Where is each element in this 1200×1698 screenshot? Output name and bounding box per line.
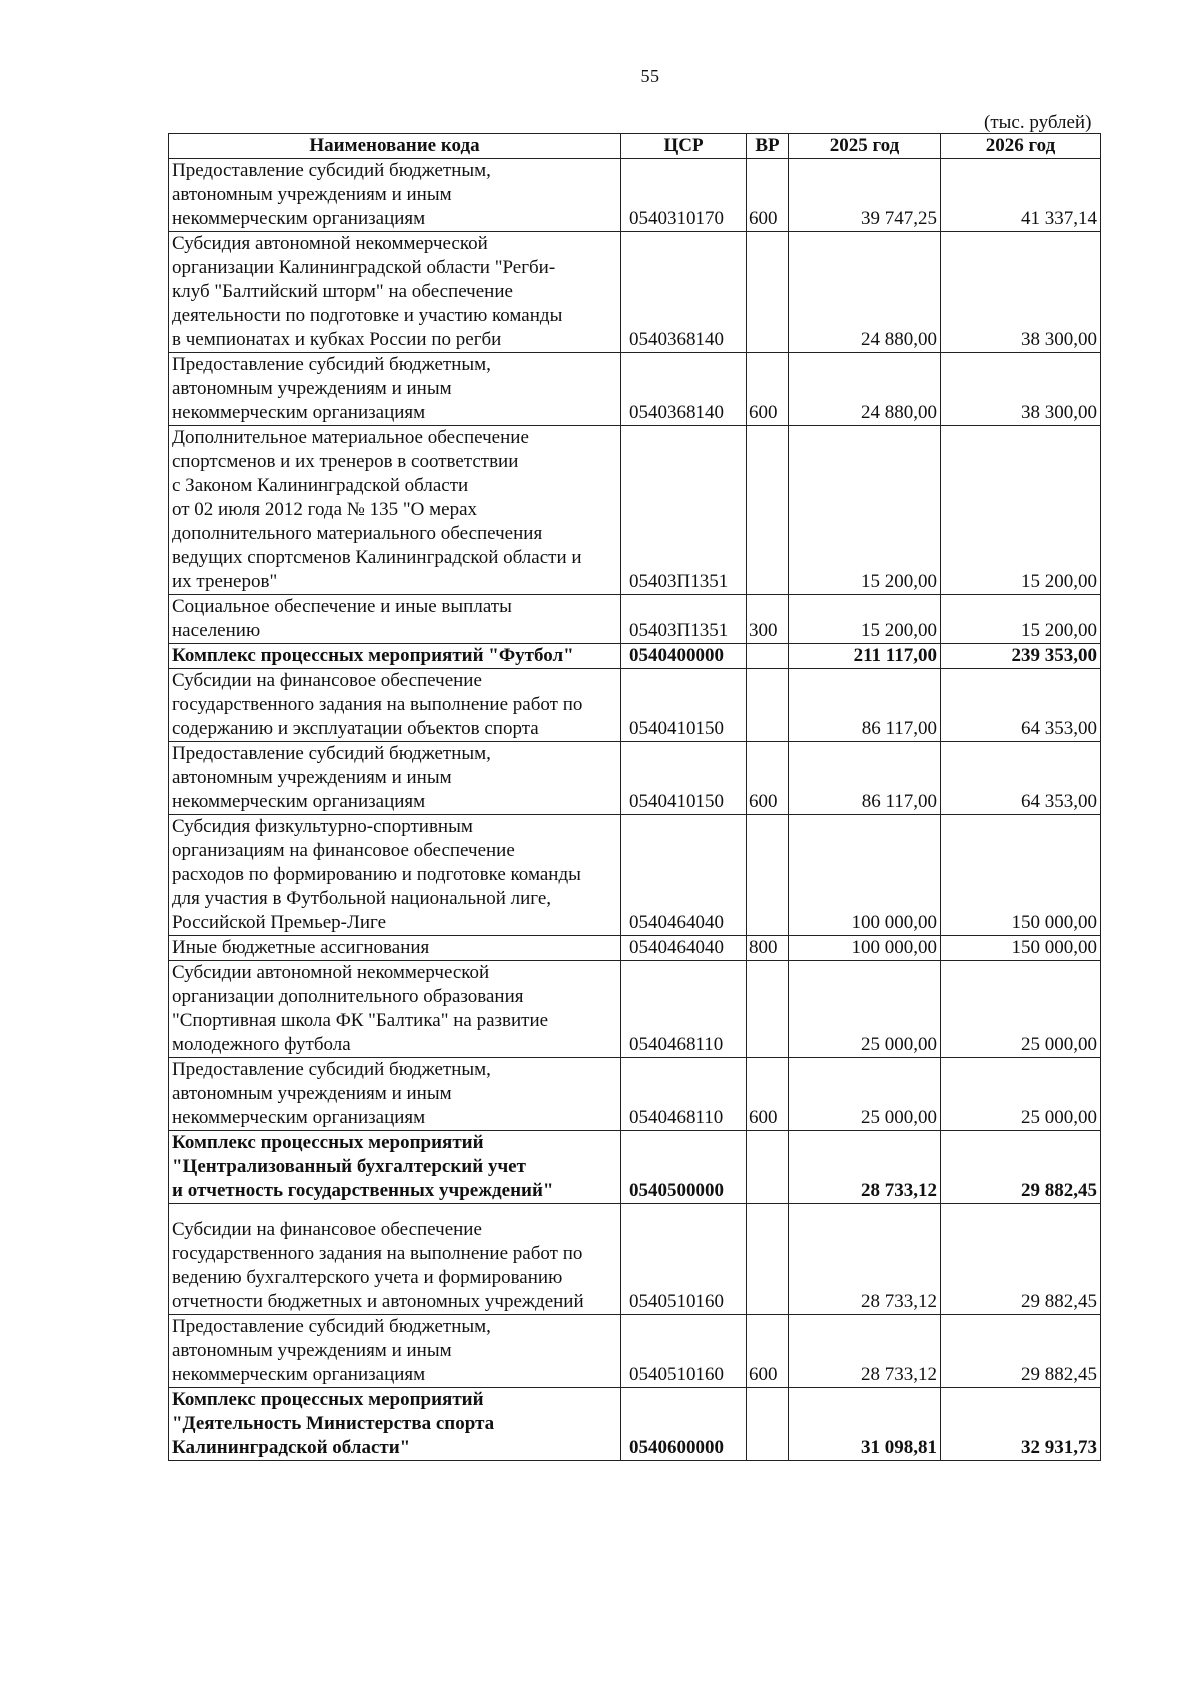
- cell-csr: 0540410150: [621, 742, 747, 815]
- cell-csr: 0540500000: [621, 1131, 747, 1204]
- cell-2025: 24 880,00: [789, 353, 941, 426]
- cell-name: Предоставление субсидий бюджетным, автономным учреждениям и иным некоммерческим организациям: [169, 1058, 621, 1131]
- cell-csr: 0540510160: [621, 1315, 747, 1388]
- cell-2026: 64 353,00: [941, 669, 1101, 742]
- cell-2025: 86 117,00: [789, 742, 941, 815]
- cell-vr: 600: [747, 742, 789, 815]
- cell-name: Дополнительное материальное обеспечение спортсменов и их тренеров в соответствии с Законом Калининградской области от 02 июля 2012 года № 135 "О мерах дополнительного материального обеспечения ведущих спортсменов Калининградской области и их тренеров": [169, 426, 621, 595]
- cell-vr: 800: [747, 936, 789, 961]
- cell-csr: 0540368140: [621, 353, 747, 426]
- cell-2026: 41 337,14: [941, 159, 1101, 232]
- cell-name: Субсидии на финансовое обеспечение государственного задания на выполнение работ по содержанию и эксплуатации объектов спорта: [169, 669, 621, 742]
- cell-2025: 100 000,00: [789, 936, 941, 961]
- cell-csr: 0540400000: [621, 644, 747, 669]
- cell-2026: 15 200,00: [941, 426, 1101, 595]
- cell-csr: 0540468110: [621, 1058, 747, 1131]
- table-row: [169, 644, 1101, 669]
- cell-2026: 64 353,00: [941, 742, 1101, 815]
- table-row: [169, 815, 1101, 936]
- cell-2025: 25 000,00: [789, 961, 941, 1058]
- cell-2026: 29 882,45: [941, 1315, 1101, 1388]
- table-header-row: [169, 134, 1101, 159]
- budget-table: [168, 133, 1101, 1461]
- page-number: 55: [640, 66, 660, 86]
- cell-csr: 05403П1351: [621, 426, 747, 595]
- cell-vr: [747, 644, 789, 669]
- header-name: Наименование кода: [169, 134, 621, 159]
- cell-2025: 15 200,00: [789, 426, 941, 595]
- table-row: [169, 1058, 1101, 1131]
- header-2026: 2026 год: [941, 134, 1101, 159]
- table-row: [169, 595, 1101, 644]
- cell-2025: 24 880,00: [789, 232, 941, 353]
- cell-vr: [747, 961, 789, 1058]
- cell-csr: 05403П1351: [621, 595, 747, 644]
- cell-csr: 0540600000: [621, 1388, 747, 1461]
- cell-csr: 0540464040: [621, 936, 747, 961]
- cell-2025: 15 200,00: [789, 595, 941, 644]
- header-csr: ЦСР: [621, 134, 747, 159]
- table-row: [169, 936, 1101, 961]
- header-vr: ВР: [747, 134, 789, 159]
- cell-2025: 86 117,00: [789, 669, 941, 742]
- cell-2026: 29 882,45: [941, 1204, 1101, 1315]
- cell-2025: 28 733,12: [789, 1131, 941, 1204]
- cell-name: Предоставление субсидий бюджетным, автономным учреждениям и иным некоммерческим организациям: [169, 353, 621, 426]
- cell-name: Субсидии автономной некоммерческой организации дополнительного образования "Спортивная школа ФК "Балтика" на развитие молодежного футбола: [169, 961, 621, 1058]
- cell-2026: 25 000,00: [941, 961, 1101, 1058]
- cell-2026: 32 931,73: [941, 1388, 1101, 1461]
- cell-name: Комплекс процессных мероприятий "Централизованный бухгалтерский учет и отчетность государственных учреждений": [169, 1131, 621, 1204]
- cell-name: Субсидии на финансовое обеспечение государственного задания на выполнение работ по ведению бухгалтерского учета и формированию отчетности бюджетных и автономных учреждений: [169, 1204, 621, 1315]
- table-row: [169, 426, 1101, 595]
- cell-csr: 0540410150: [621, 669, 747, 742]
- cell-2026: 15 200,00: [941, 595, 1101, 644]
- cell-csr: 0540464040: [621, 815, 747, 936]
- cell-2025: 39 747,25: [789, 159, 941, 232]
- cell-2026: 150 000,00: [941, 936, 1101, 961]
- table-row: [169, 1131, 1101, 1204]
- table-row: [169, 742, 1101, 815]
- units-label: (тыс. рублей): [984, 112, 1092, 133]
- cell-2025: 100 000,00: [789, 815, 941, 936]
- cell-2026: 38 300,00: [941, 353, 1101, 426]
- cell-csr: 0540510160: [621, 1204, 747, 1315]
- cell-vr: [747, 232, 789, 353]
- table-row: [169, 353, 1101, 426]
- cell-name: Предоставление субсидий бюджетным, автономным учреждениям и иным некоммерческим организациям: [169, 159, 621, 232]
- cell-csr: 0540310170: [621, 159, 747, 232]
- cell-name: Иные бюджетные ассигнования: [169, 936, 621, 961]
- table-row: [169, 1315, 1101, 1388]
- cell-name: Комплекс процессных мероприятий "Футбол": [169, 644, 621, 669]
- cell-csr: 0540468110: [621, 961, 747, 1058]
- cell-2026: 38 300,00: [941, 232, 1101, 353]
- table-row: [169, 1204, 1101, 1315]
- table-row: [169, 669, 1101, 742]
- table-row: [169, 1388, 1101, 1461]
- cell-2026: 150 000,00: [941, 815, 1101, 936]
- cell-csr: 0540368140: [621, 232, 747, 353]
- cell-vr: [747, 426, 789, 595]
- table-body: [169, 159, 1101, 1461]
- cell-vr: [747, 1204, 789, 1315]
- cell-2026: 29 882,45: [941, 1131, 1101, 1204]
- table-row: [169, 159, 1101, 232]
- cell-2025: 211 117,00: [789, 644, 941, 669]
- cell-name: Предоставление субсидий бюджетным, автономным учреждениям и иным некоммерческим организациям: [169, 1315, 621, 1388]
- cell-2025: 28 733,12: [789, 1204, 941, 1315]
- cell-2025: 25 000,00: [789, 1058, 941, 1131]
- cell-vr: 600: [747, 1058, 789, 1131]
- cell-2026: 25 000,00: [941, 1058, 1101, 1131]
- cell-2025: 31 098,81: [789, 1388, 941, 1461]
- cell-name: Субсидия автономной некоммерческой организации Калининградской области "Регби- клуб "Балтийский шторм" на обеспечение деятельности по подготовке и участию команды в чемпионатах и кубках России по регби: [169, 232, 621, 353]
- cell-vr: [747, 815, 789, 936]
- cell-name: Комплекс процессных мероприятий "Деятельность Министерства спорта Калининградской области": [169, 1388, 621, 1461]
- table-row: [169, 232, 1101, 353]
- cell-vr: [747, 1388, 789, 1461]
- cell-vr: 600: [747, 159, 789, 232]
- cell-vr: 600: [747, 353, 789, 426]
- cell-vr: [747, 1131, 789, 1204]
- cell-vr: [747, 669, 789, 742]
- header-2025: 2025 год: [789, 134, 941, 159]
- cell-vr: 600: [747, 1315, 789, 1388]
- cell-2025: 28 733,12: [789, 1315, 941, 1388]
- table-row: [169, 961, 1101, 1058]
- cell-2026: 239 353,00: [941, 644, 1101, 669]
- cell-name: Предоставление субсидий бюджетным, автономным учреждениям и иным некоммерческим организациям: [169, 742, 621, 815]
- cell-vr: 300: [747, 595, 789, 644]
- cell-name: Социальное обеспечение и иные выплаты населению: [169, 595, 621, 644]
- cell-name: Субсидия физкультурно-спортивным организациям на финансовое обеспечение расходов по формированию и подготовке команды для участия в Футбольной национальной лиге, Российской Премьер-Лиге: [169, 815, 621, 936]
